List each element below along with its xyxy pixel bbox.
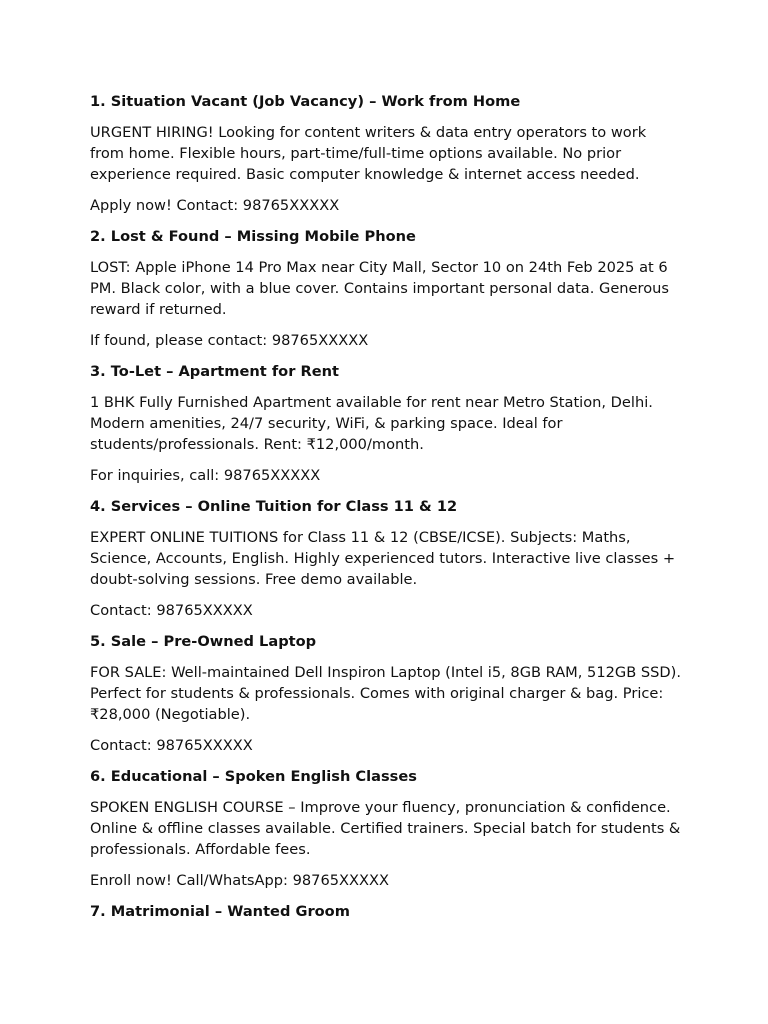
ad-contact: Enroll now! Call/WhatsApp: 98765XXXXX xyxy=(90,872,390,889)
ad-body: SPOKEN ENGLISH COURSE – Improve your fluency, pronunciation & confidence. Online & offline classes available. Certified trainers. Special batch for students & professionals. Affordable fees. xyxy=(90,799,681,858)
ad-heading: 3. To-Let – Apartment for Rent xyxy=(90,363,339,380)
ad-body: LOST: Apple iPhone 14 Pro Max near City Mall, Sector 10 on 24th Feb 2025 at 6 PM. Black color, with a blue cover. Contains important personal data. Generous reward if returned. xyxy=(90,259,669,318)
ad-body: URGENT HIRING! Looking for content writers & data entry operators to work from home. Flexible hours, part-time/full-time options available. No prior experience required. Basic computer knowledge & internet access needed. xyxy=(90,124,647,183)
document-page xyxy=(90,91,682,932)
ad-contact: Apply now! Contact: 98765XXXXX xyxy=(90,197,340,214)
ad-heading: 6. Educational – Spoken English Classes xyxy=(90,768,417,785)
ad-heading: 1. Situation Vacant (Job Vacancy) – Work from Home xyxy=(90,93,521,110)
ad-body: FOR SALE: Well-maintained Dell Inspiron Laptop (Intel i5, 8GB RAM, 512GB SSD). Perfect for students & professionals. Comes with original charger & bag. Price: ₹28,000 (Negotiable). xyxy=(90,664,681,723)
ad-body: EXPERT ONLINE TUITIONS for Class 11 & 12 (CBSE/ICSE). Subjects: Maths, Science, Accounts, English. Highly experienced tutors. Interactive live classes + doubt-solving sessions. Free demo available. xyxy=(90,529,676,588)
ad-services-tuition xyxy=(90,496,682,621)
ad-heading: 4. Services – Online Tuition for Class 11 & 12 xyxy=(90,498,458,515)
ad-contact: For inquiries, call: 98765XXXXX xyxy=(90,467,321,484)
ad-heading: 2. Lost & Found – Missing Mobile Phone xyxy=(90,228,416,245)
ad-contact: Contact: 98765XXXXX xyxy=(90,602,253,619)
ad-contact: If found, please contact: 98765XXXXX xyxy=(90,332,369,349)
ad-body: 1 BHK Fully Furnished Apartment available for rent near Metro Station, Delhi. Modern amenities, 24/7 security, WiFi, & parking space. Ideal for students/professionals. Rent: ₹12,000/month. xyxy=(90,394,653,453)
ad-educational-english xyxy=(90,766,682,891)
ad-heading: 7. Matrimonial – Wanted Groom xyxy=(90,903,350,920)
ad-situation-vacant xyxy=(90,91,682,216)
ad-heading: 5. Sale – Pre-Owned Laptop xyxy=(90,633,317,650)
ad-sale-laptop xyxy=(90,631,682,756)
ad-lost-and-found xyxy=(90,226,682,351)
ad-matrimonial xyxy=(90,901,682,922)
ad-to-let xyxy=(90,361,682,486)
ad-contact: Contact: 98765XXXXX xyxy=(90,737,253,754)
